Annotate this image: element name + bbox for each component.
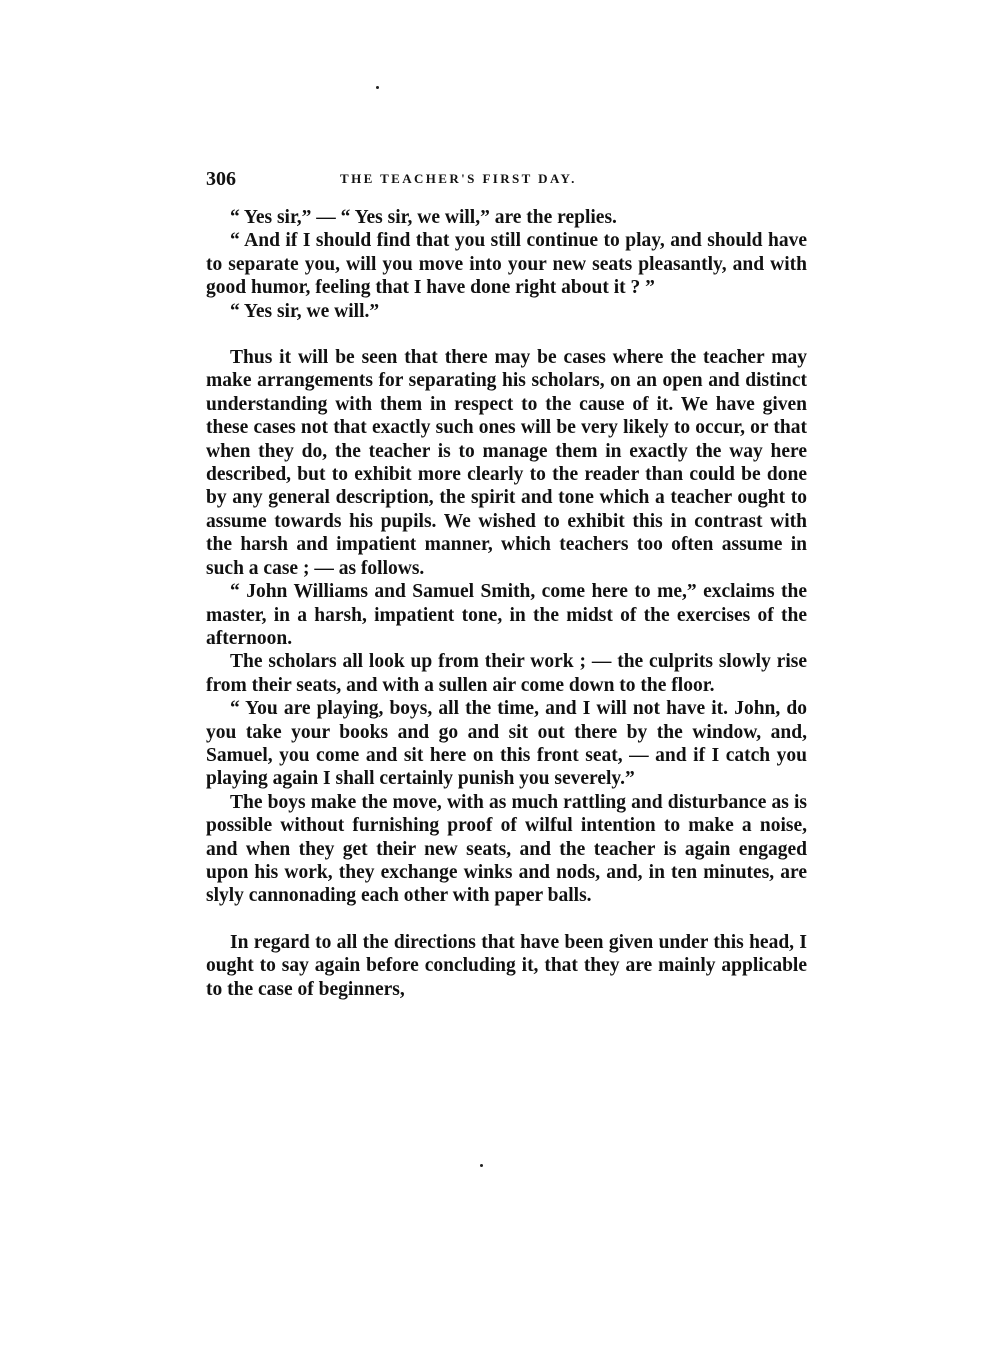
paragraph: The boys make the move, with as much rattling and disturbance as is possible without furnishing proof of wilful intention to make a noise, and when they get their new seats, and the teacher is again engaged upon his work, they exchange winks and nods, and, in ten minutes, are slyly cannonading each other with paper balls. bbox=[206, 791, 807, 907]
paragraph: The scholars all look up from their work ; — the culprits slowly rise from their seats, and with a sullen air come down to the floor. bbox=[206, 651, 807, 696]
page-header bbox=[206, 168, 806, 192]
body-text bbox=[206, 206, 807, 1001]
page-speck bbox=[480, 1164, 483, 1167]
paragraph: “ And if I should find that you still continue to play, and should have to separate you, will you move into your new seats pleasantly, and with good humor, feeling that I have done right about it ? ” bbox=[206, 230, 807, 299]
paragraph: “ You are playing, boys, all the time, and I will not have it. John, do you take your books and go and sit out there by the window, and, Samuel, you come and sit here on this front seat, — and if I catch you playing again I shall certainly punish you severely.” bbox=[206, 698, 807, 790]
page-number: 306 bbox=[206, 168, 236, 190]
paragraph: Thus it will be seen that there may be cases where the teacher may make arrangements for separating his scholars, on an open and distinct understanding with them in respect to the cause of it. We have given these cases not that exactly such ones will be very likely to occur, or that when they do, the teacher is to manage them in exactly the way here described, but to exhibit more clearly to the reader than could be done by any general description, the spirit and tone which a teacher ought to assume towards his pupils. We wished to exhibit this in contrast with the harsh and impatient manner, which teachers too often assume in such a case ; — as follows. bbox=[206, 347, 807, 579]
running-head: THE TEACHER'S FIRST DAY. bbox=[340, 171, 577, 186]
page-speck bbox=[376, 86, 379, 89]
paragraph: In regard to all the directions that have been given under this head, I ought to say again before concluding it, that they are mainly applicable to the case of beginners, bbox=[206, 931, 807, 1000]
paragraph: “ Yes sir,” — “ Yes sir, we will,” are the replies. bbox=[230, 207, 617, 228]
paragraph: “ John Williams and Samuel Smith, come here to me,” exclaims the master, in a harsh, impatient tone, in the midst of the exercises of the afternoon. bbox=[206, 581, 807, 649]
paragraph: “ Yes sir, we will.” bbox=[230, 300, 380, 322]
